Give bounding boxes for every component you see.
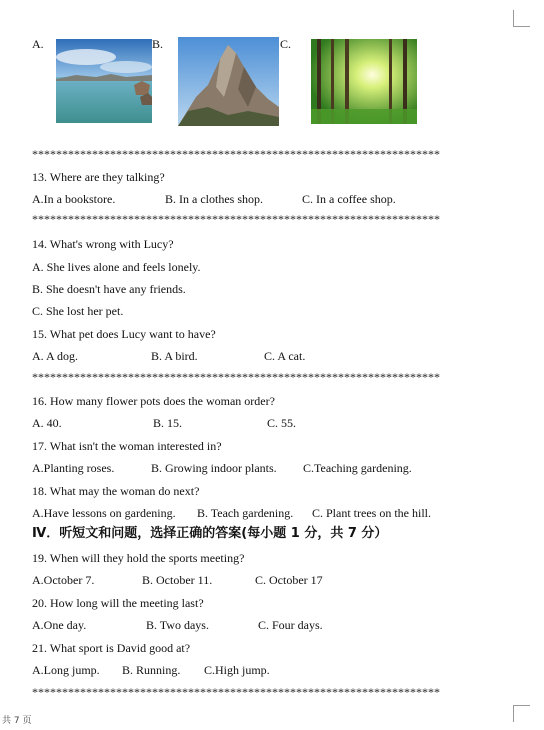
- q13-option-b: B. In a clothes shop.: [165, 192, 263, 206]
- question-17: 17. What isn't the woman interested in?: [32, 439, 222, 453]
- q16-option-c: C. 55.: [267, 416, 297, 430]
- q17-option-a: A.Planting roses.: [32, 461, 115, 475]
- question-16: 16. How many flower pots does the woman order?: [32, 394, 275, 408]
- section-iv-heading: Ⅳ．听短文和问题，选择正确的答案(每小题 1 分，共 7 分）: [32, 526, 388, 541]
- rocky-mountain-peak-image: [178, 37, 279, 126]
- question-20: 20. How long will the meeting last?: [32, 596, 204, 610]
- q19-option-c: C. October 17: [255, 573, 323, 587]
- q15-option-b: B. A bird.: [151, 349, 198, 363]
- q17-option-b: B. Growing indoor plants.: [151, 461, 277, 475]
- q19-option-b: B. October 11.: [142, 573, 213, 587]
- question-15: 15. What pet does Lucy want to have?: [32, 327, 216, 341]
- separator-line: ********************************************************************: [32, 370, 440, 384]
- picture-option-a-letter: A.: [32, 37, 44, 51]
- page-corner-mark-bottom: [513, 705, 530, 722]
- q21-option-c: C.High jump.: [204, 663, 270, 677]
- q15-option-a: A. A dog.: [32, 349, 79, 363]
- q20-option-a: A.One day.: [32, 618, 87, 632]
- q18-option-a: A.Have lessons on gardening.: [32, 506, 176, 520]
- q13-option-c: C. In a coffee shop.: [302, 192, 396, 206]
- question-13: 13. Where are they talking?: [32, 170, 165, 184]
- q20-option-b: B. Two days.: [146, 618, 209, 632]
- sea-with-rocks-image: [56, 39, 152, 123]
- q14-option-b: B. She doesn't have any friends.: [32, 282, 186, 296]
- question-21: 21. What sport is David good at?: [32, 641, 191, 655]
- separator-line: ********************************************************************: [32, 147, 440, 161]
- page-count-footer: 共 7 页: [2, 716, 32, 726]
- q19-option-a: A.October 7.: [32, 573, 95, 587]
- q17-option-c: C.Teaching gardening.: [303, 461, 412, 475]
- q20-option-c: C. Four days.: [258, 618, 323, 632]
- q14-option-c: C. She lost her pet.: [32, 304, 124, 318]
- question-18: 18. What may the woman do next?: [32, 484, 200, 498]
- q16-option-b: B. 15.: [153, 416, 183, 430]
- q18-option-b: B. Teach gardening.: [197, 506, 294, 520]
- picture-option-c-letter: C.: [280, 37, 292, 51]
- page-corner-mark-top: [513, 10, 530, 27]
- q13-option-a: A.In a bookstore.: [32, 192, 116, 206]
- q21-option-a: A.Long jump.: [32, 663, 100, 677]
- q15-option-c: C. A cat.: [264, 349, 306, 363]
- picture-option-b-letter: B.: [152, 37, 164, 51]
- sunlit-forest-image: [311, 39, 417, 124]
- separator-line: ********************************************************************: [32, 685, 440, 699]
- question-14: 14. What's wrong with Lucy?: [32, 237, 174, 251]
- q18-option-c: C. Plant trees on the hill.: [312, 506, 431, 520]
- q14-option-a: A. She lives alone and feels lonely.: [32, 260, 201, 274]
- q21-option-b: B. Running.: [122, 663, 181, 677]
- q16-option-a: A. 40.: [32, 416, 62, 430]
- separator-line: ********************************************************************: [32, 212, 440, 226]
- question-19: 19. When will they hold the sports meeting?: [32, 551, 245, 565]
